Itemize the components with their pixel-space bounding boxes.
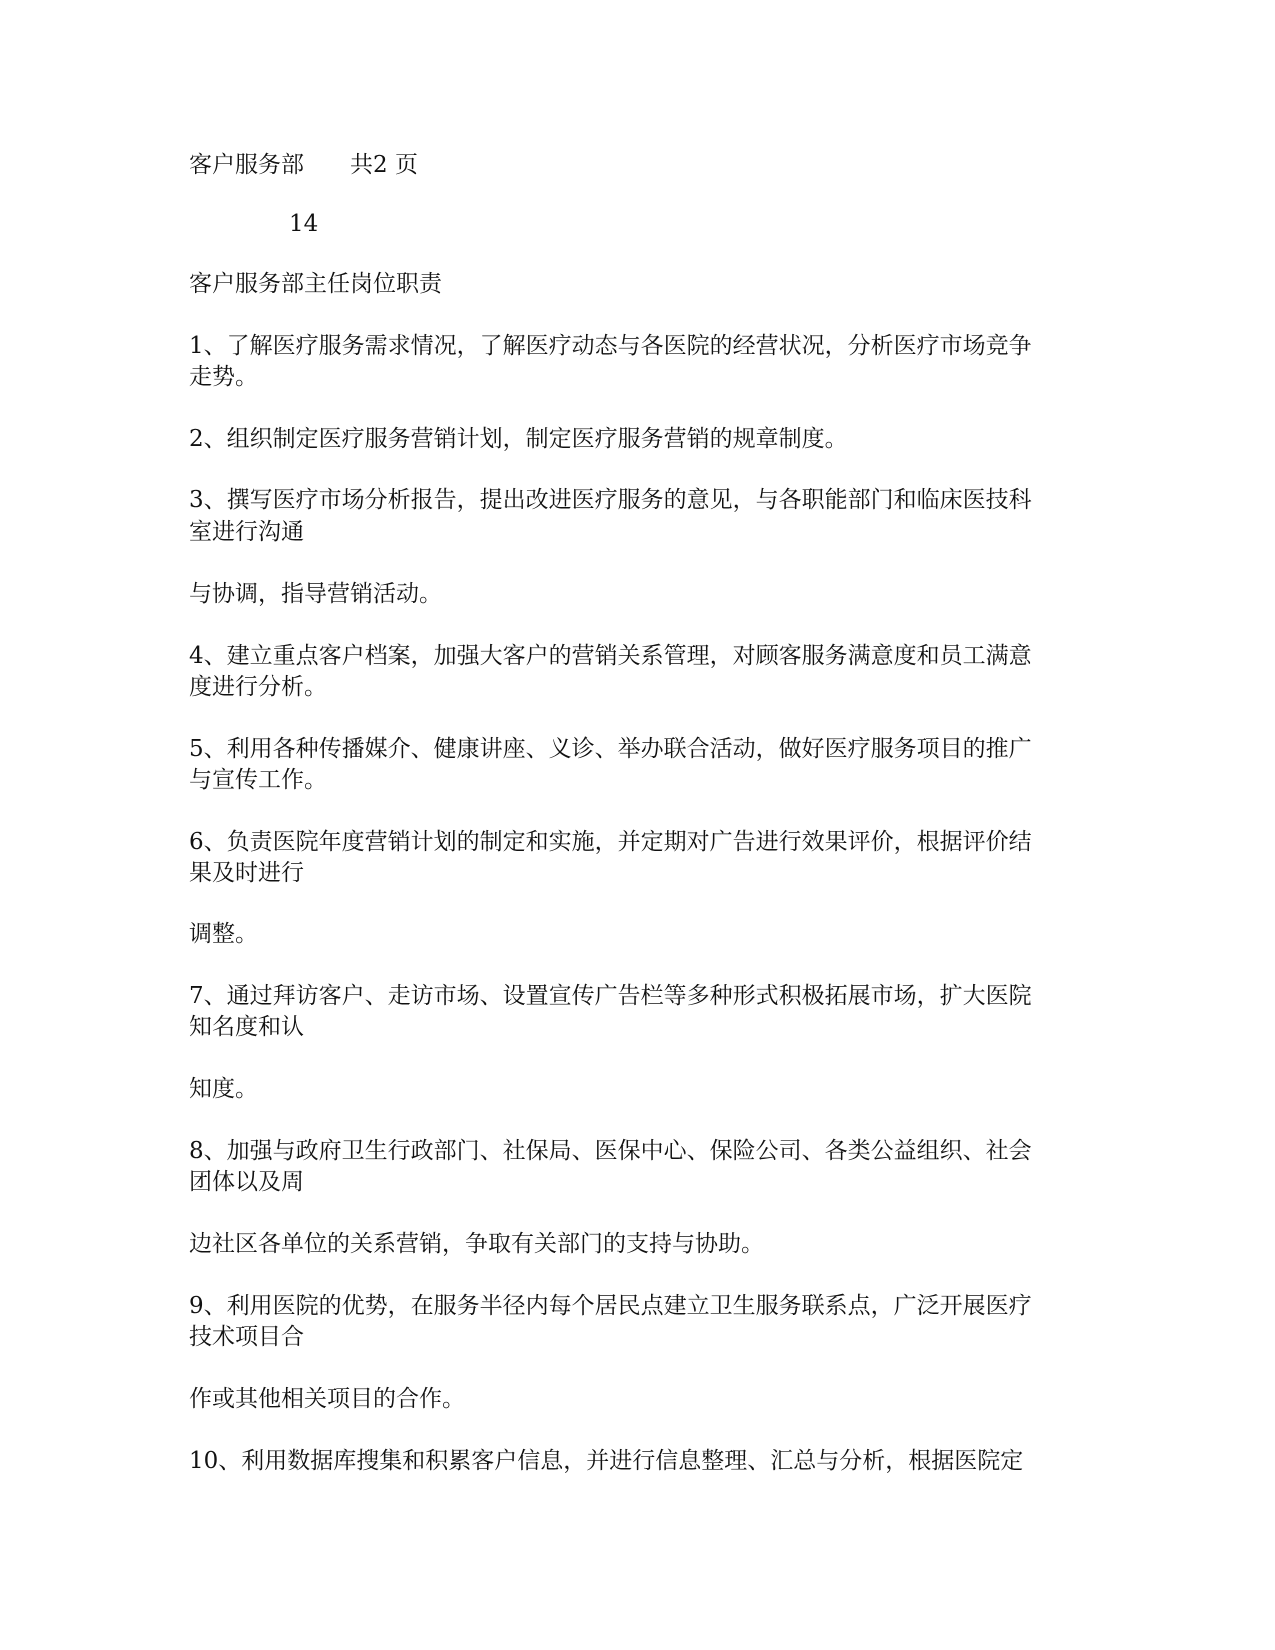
body-line: 走势。 xyxy=(189,364,258,390)
header-page-count: 共2 页 xyxy=(350,152,418,178)
body-line: 知名度和认 xyxy=(189,1014,304,1040)
body-line: 作或其他相关项目的合作。 xyxy=(189,1386,465,1412)
body-line: 室进行沟通 xyxy=(189,519,304,545)
body-line: 2、组织制定医疗服务营销计划，制定医疗服务营销的规章制度。 xyxy=(189,426,848,452)
body-line: 果及时进行 xyxy=(189,860,304,886)
body-line: 4、建立重点客户档案，加强大客户的营销关系管理，对顾客服务满意度和员工满意 xyxy=(189,643,1032,669)
document-title: 客户服务部主任岗位职责 xyxy=(189,271,442,297)
body-line: 5、利用各种传播媒介、健康讲座、义诊、举办联合活动，做好医疗服务项目的推广 xyxy=(189,736,1032,762)
body-line: 7、通过拜访客户、走访市场、设置宣传广告栏等多种形式积极拓展市场，扩大医院 xyxy=(189,983,1032,1009)
header-department: 客户服务部 xyxy=(189,152,304,178)
page-number: 14 xyxy=(289,211,319,237)
body-line: 知度。 xyxy=(189,1076,258,1102)
body-line: 3、撰写医疗市场分析报告，提出改进医疗服务的意见，与各职能部门和临床医技科 xyxy=(189,487,1032,513)
body-line: 6、负责医院年度营销计划的制定和实施，并定期对广告进行效果评价，根据评价结 xyxy=(189,829,1032,855)
body-line: 10、利用数据库搜集和积累客户信息，并进行信息整理、汇总与分析，根据医院定 xyxy=(189,1448,1024,1474)
body-line: 团体以及周 xyxy=(189,1169,304,1195)
body-line: 度进行分析。 xyxy=(189,674,327,700)
body-line: 边社区各单位的关系营销，争取有关部门的支持与协助。 xyxy=(189,1231,764,1257)
body-line: 与协调，指导营销活动。 xyxy=(189,581,442,607)
body-line: 与宣传工作。 xyxy=(189,767,327,793)
body-line: 9、利用医院的优势，在服务半径内每个居民点建立卫生服务联系点，广泛开展医疗 xyxy=(189,1293,1032,1319)
body-line: 调整。 xyxy=(189,921,258,947)
body-line: 8、加强与政府卫生行政部门、社保局、医保中心、保险公司、各类公益组织、社会 xyxy=(189,1138,1032,1164)
body-line: 技术项目合 xyxy=(189,1324,304,1350)
body-line: 1、了解医疗服务需求情况，了解医疗动态与各医院的经营状况，分析医疗市场竞争 xyxy=(189,333,1032,359)
